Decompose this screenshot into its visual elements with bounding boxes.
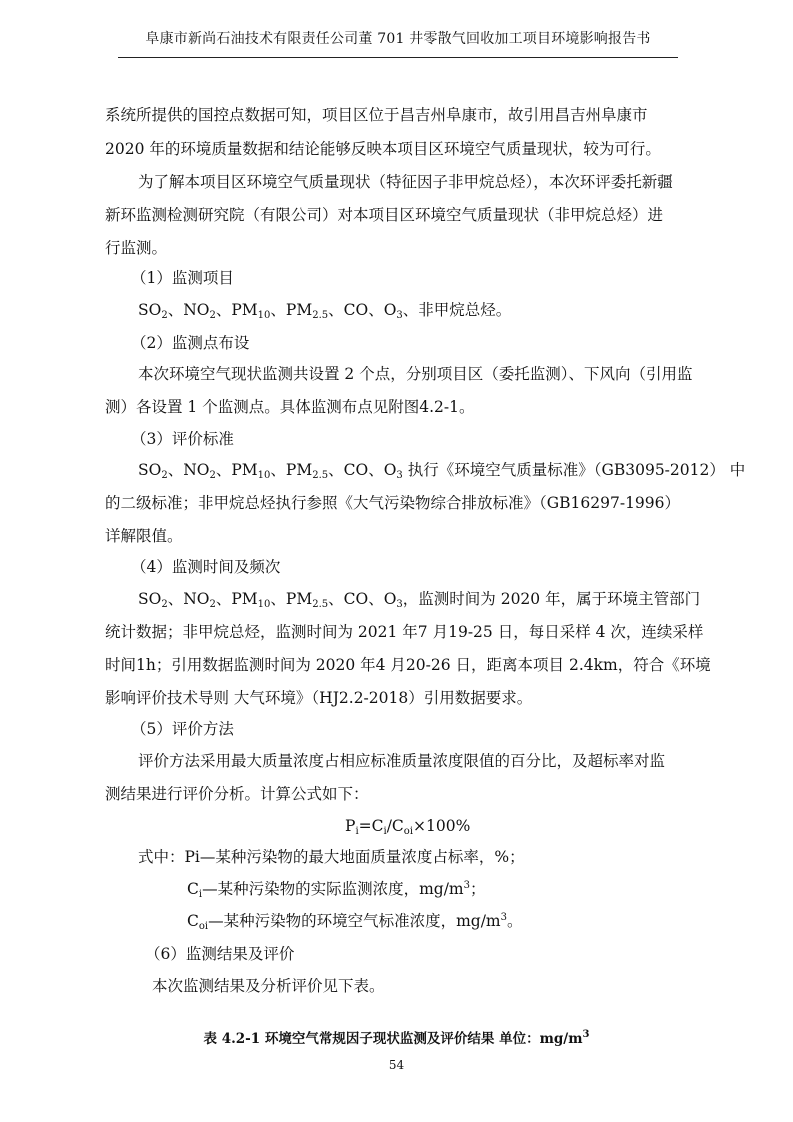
body-line: 本次环境空气现状监测共设置 2 个点，分别项目区（委托监测）、下风向（引用监	[138, 365, 693, 383]
body-line: 详解限值。	[105, 527, 183, 545]
body-line: 的二级标准；非甲烷总烃执行参照《大气污染物综合排放标准》（GB16297-1996）	[105, 494, 681, 512]
body-line: 测结果进行评价分析。计算公式如下：	[105, 785, 369, 803]
body-line: 统计数据；非甲烷总烃，监测时间为 2021 年7 月19-25 日，每日采样 4 次，连续采样	[105, 623, 704, 641]
pollutant-list: $SO_2$、$NO_2$、$PM_{10}$、$PM_{2.5}$、CO、$O_3$、非甲烷总烃。	[138, 301, 512, 321]
body-line: 新环监测检测研究院（有限公司）对本项目区环境空气质量现状（非甲烷总烃）进	[105, 206, 664, 224]
body-line: 本次监测结果及分析评价见下表。	[152, 977, 385, 995]
body-line: 2020 年的环境质量数据和结论能够反映本项目区环境空气质量现状，较为可行。	[105, 140, 661, 158]
section-heading: （5）评价方法	[131, 720, 234, 738]
page-number: 54	[388, 1058, 405, 1072]
standard-line: $SO_2$、$NO_2$、$PM_{10}$、$PM_{2.5}$、CO、$O_3$ 执行《环境空气质量标准》（GB3095-2012） 中	[138, 461, 746, 481]
section-heading: （4）监测时间及频次	[131, 558, 281, 576]
definition-line: 式中：Pi—某种污染物的最大地面质量浓度占标率，%；	[138, 848, 525, 866]
formula: $P_i=C_i/C_{oi}\times 100\%$	[345, 817, 471, 837]
table-caption: 表 4.2-1 环境空气常规因子现状监测及评价结果 单位：$mg/m^3$	[203, 1029, 590, 1047]
definition-line: $C_i—$某种污染物的实际监测浓度，$mg/m^3$；	[187, 880, 486, 900]
section-heading: （3）评价标准	[131, 430, 234, 448]
body-line: 评价方法采用最大质量浓度占相应标准质量浓度限值的百分比，及超标率对监	[138, 752, 666, 770]
section-heading: （6）监测结果及评价	[145, 945, 295, 963]
monitoring-time-line: $SO_2$、$NO_2$、$PM_{10}$、$PM_{2.5}$、CO、$O_3$，监测时间为 2020 年，属于环境主管部门	[138, 590, 701, 610]
page-header: 阜康市新尚石油技术有限责任公司董 701 井零散气回收加工项目环境影响报告书	[145, 31, 651, 47]
body-line: 系统所提供的国控点数据可知，项目区位于昌吉州阜康市，故引用昌吉州阜康市	[105, 106, 648, 124]
body-line: 为了解本项目区环境空气质量现状（特征因子非甲烷总烃），本次环评委托新疆	[138, 173, 673, 191]
body-line: 影响评价技术导则 大气环境》（HJ2.2-2018）引用数据要求。	[105, 689, 533, 707]
body-line: 行监测。	[105, 239, 168, 257]
body-line: 时间1h；引用数据监测时间为 2020 年4 月20-26 日，距离本项目 2.4km，符合《环境	[105, 656, 711, 674]
body-line: 测）各设置 1 个监测点。具体监测布点见附图4.2-1。	[105, 398, 475, 416]
section-heading: （2）监测点布设	[131, 334, 250, 352]
definition-line: $C_{oi}—$某种污染物的环境空气标准浓度，$mg/m^3$。	[187, 912, 523, 932]
header-rule	[118, 57, 678, 58]
section-heading: （1）监测项目	[131, 269, 234, 287]
